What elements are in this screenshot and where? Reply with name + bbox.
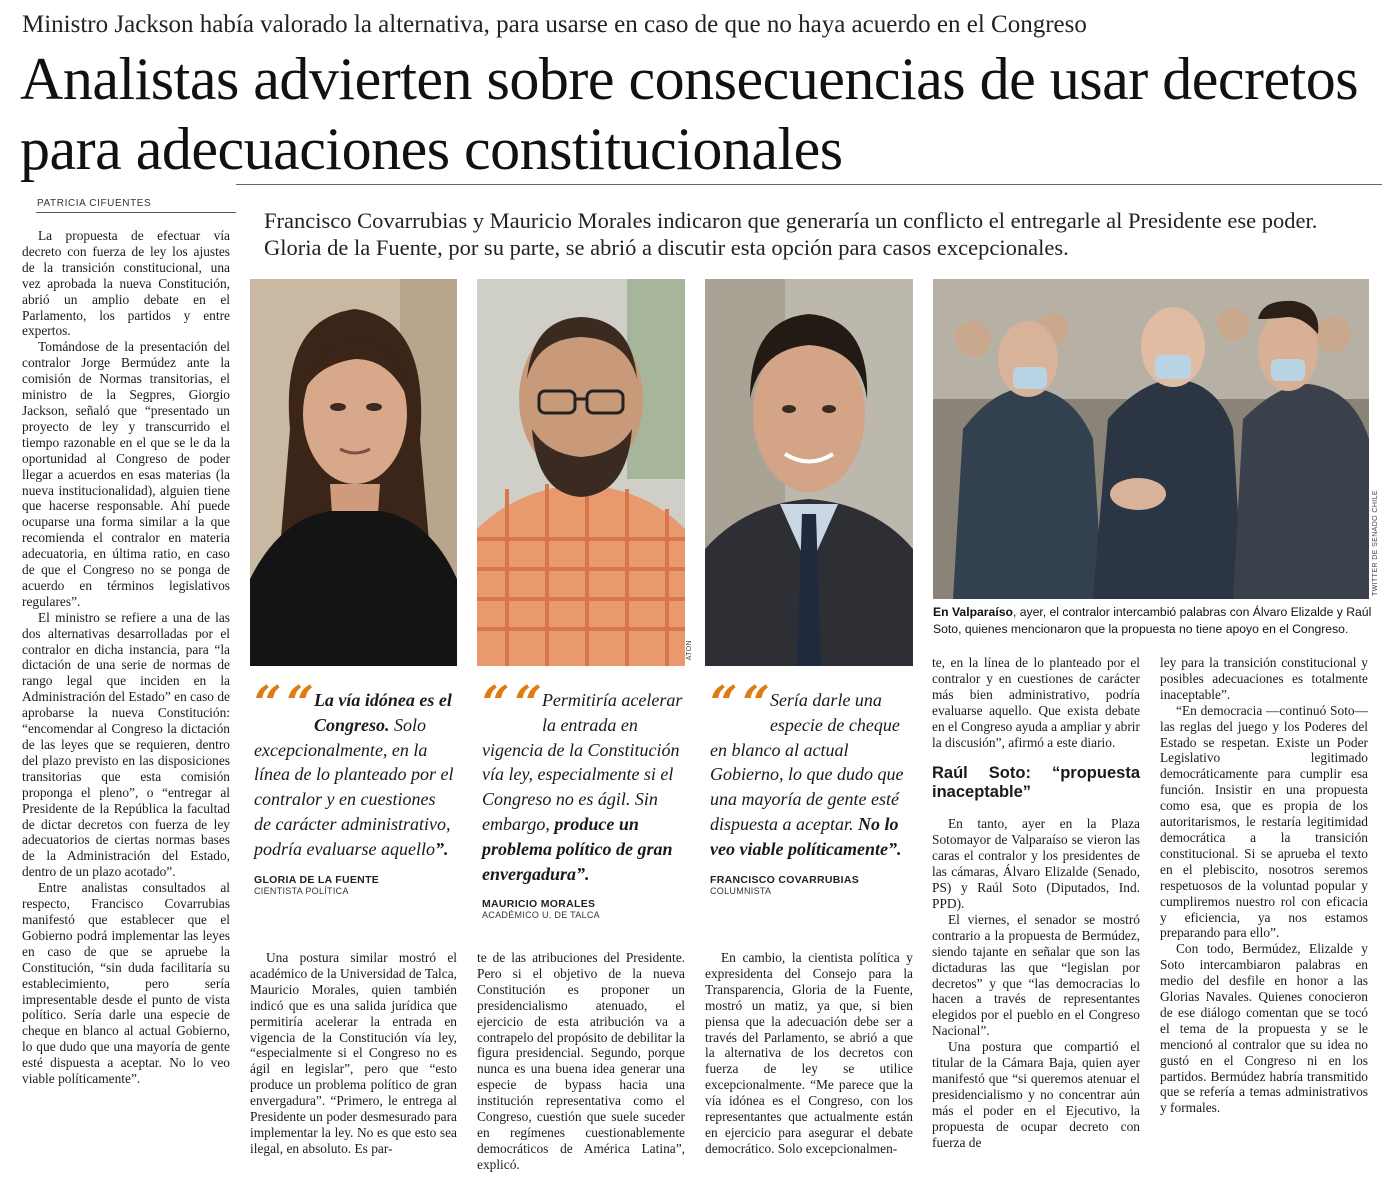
paragraph: ley para la transición constitucional y posibles adecuaciones es totalmente inaceptable”. [1160, 655, 1368, 702]
quote-mark-icon: “ “ [710, 676, 764, 732]
quote-mark-icon: “ “ [254, 676, 308, 732]
paragraph: La propuesta de efectuar vía decreto con fuerza de ley los ajustes de la transición constitucional, una vez aprobada la nueva Constitución, abrió un amplio debate en el Parlamento, los partidos y entre expertos. [22, 228, 230, 339]
quote-bold: produce un problema político de gran envergadura [482, 813, 673, 884]
quote-text [710, 676, 910, 862]
quote-body: Permitiría acelerar la entrada en vigencia de la Constitución vía ley, especialmente si el Congreso no es ágil. Sin embargo, [482, 690, 683, 834]
quote-body: Solo excepcionalmente, en la línea de lo planteado por el contralor y en cuestiones de carácter administrativo, podría evaluarse aquello [254, 714, 454, 859]
portrait-photo-francisco [705, 279, 913, 666]
body-column-1 [22, 228, 230, 1087]
quote-author-name: FRANCISCO COVARRUBIAS [710, 873, 860, 886]
pull-quote-gloria [254, 676, 454, 896]
quote-close: ”. [434, 838, 449, 859]
paragraph: Una postura que compartió el titular de la Cámara Baja, quien ayer manifestó que “si queremos atenuar el presidencialismo y no concentrar aún más el poder en el Ejecutivo, la propuesta de ocupar decreto con fuerza de [932, 1039, 1140, 1150]
divider [36, 212, 236, 213]
photo-caption [933, 604, 1373, 638]
paragraph: “En democracia —continuó Soto— las reglas del juego y los Poderes del Estado se respetan. Existe un Poder Legislativo legitimado democráticamente para cumplir esa función. Insistir en una propuesta como esa, que es propia de los autoritarismos, le restaría legitimidad democrática a la transición constitucional. Si se aprueba el texto en el plebiscito, nosotros seremos respetuosos de la voluntad popular y cumpliremos nuestro rol con eficacia y eficiencia, ya nos estamos preparando para ello”. [1160, 702, 1368, 941]
paragraph: En cambio, la cientista política y expresidenta del Consejo para la Transparencia, Gloria de la Fuente, mostró un matiz, ya que, si bien piensa que la adecuación debe ser a través del Parlamento, se abrió a que la alternativa de los decretos con fuerza de ley se utilice excepcionalmente. “Me parece que la vía idónea es el Congreso, con los representantes que actualmente están en ejercicio para asegurar el debate democrático. Solo excepcionalmen- [705, 950, 913, 1156]
headline: Analistas advierten sobre consecuencias de usar decretos para adecuaciones constitucionales [20, 46, 1359, 182]
body-column-2 [250, 950, 457, 1157]
pull-quote-francisco [710, 676, 910, 896]
byline: PATRICIA CIFUENTES [37, 198, 152, 209]
portrait-photo-mauricio [477, 279, 685, 666]
body-column-3 [477, 950, 685, 1173]
quote-author-role: ACADÉMICO U. DE TALCA [482, 910, 600, 921]
quote-text [482, 676, 684, 886]
quote-text [254, 676, 454, 862]
paragraph: El ministro se refiere a una de las dos alternativas desarrolladas por el contralor en dicha instancia, para “la dictación de una serie de normas de rango legal que inciden en la Administración del Estado” en caso de aprobarse la nueva Constitución: “encomendar al Congreso la dictación de las leyes que se requieren, dentro del plazo previsto en las disposiciones transitorias que esta comisión proponga el pleno”, o “entregar al Presidente de la República la facultad de dictar decretos con fuerza de ley adecuatorios de ciertas normas bases de la Administración del Estado, dentro de un plazo acotado”. [22, 609, 230, 880]
divider [236, 184, 1382, 185]
quote-close: ”. [576, 863, 590, 884]
caption-lead: En Valparaíso [933, 605, 1013, 619]
quote-author-role: CIENTISTA POLÍTICA [254, 885, 349, 896]
paragraph: te, en la línea de lo planteado por el contralor y en cuestiones de carácter más bien administrativo, podría evaluarse aquello. Que exista debate en el Congreso ayuda a ampliar y abrir la discusión”, afirmó a este diario. [932, 655, 1140, 750]
paragraph: El viernes, el senador se mostró contrario a la propuesta de Bermúdez, siendo tajante en señalar que son las dictaduras las que “legislan por decretos” y que “las democracias lo hacen a través de representantes elegidos por el pueblo en el Congreso Nacional”. [932, 911, 1140, 1039]
body-column-5 [932, 655, 1140, 1150]
quote-body: Sería darle una especie de cheque en blanco al actual Gobierno, lo que dudo que una mayoría de gente esté dispuesta a aceptar. [710, 690, 904, 834]
quote-bold: No lo veo viable políticamente [710, 813, 899, 859]
body-column-4 [705, 950, 913, 1157]
quote-mark-icon: “ “ [482, 676, 536, 732]
paragraph: Entre analistas consultados al respecto, Francisco Covarrubias manifestó que establecer que el Gobierno podrá implementar las leyes en caso de que se apruebe la Constitución, “sin duda facilitaría su establecimiento, pero sería impresentable desde el punto de vista político. Sería darle una especie de cheque en blanco al actual Gobierno, lo que dudo que una mayoría de gente esté dispuesta a aceptar. No lo veo viable políticamente”. [22, 880, 230, 1087]
quote-author-role: COLUMNISTA [710, 885, 772, 896]
quote-close: ”. [887, 838, 902, 859]
pull-quote-mauricio [482, 676, 684, 921]
paragraph: Una postura similar mostró el académico de la Universidad de Talca, Mauricio Morales, quien también indicó que es una salida jurídica que permitiría acelerar la entrada en vigencia de la Constitución vía ley, “especialmente si el Congreso no es ágil en legislar”, pero que “esto produce un problema político de gran envergadura”. “Primero, le entrega al Presidente un poder desmesurado para implementar la ley. No es que esto sea ilegal, en absoluto. Es par- [250, 950, 457, 1156]
deck: Francisco Covarrubias y Mauricio Morales indicaron que generaría un conflicto el entregarle al Presidente ese poder. Gloria de la Fuente, por su parte, se abrió a discutir esta opción para casos excepcionales. [264, 208, 1318, 260]
paragraph: Con todo, Bermúdez, Elizalde y Soto intercambiaron palabras en medio del desfile en honor a las Glorias Navales. Quienes conocieron de ese diálogo comentan que se tocó el tema de la propuesta y se le mencionó al contralor que su idea no gustó en el Congreso ni en los partidos. Bermúdez habría transmitido que se refería a temas administrativos y formales. [1160, 941, 1368, 1116]
paragraph: te de las atribuciones del Presidente. Pero si el objetivo de la nueva Constitución es proponer un presidencialismo atenuado, el ejercicio de esta atribución va a contrapelo del propósito de debilitar la figura presidencial. Segundo, porque nunca es una buena idea generar una especie de bypass hacia una institución representativa como el Congreso, cuestión que suele suceder en regímenes cuestionablemente democráticos de América Latina”, explicó. [477, 950, 685, 1172]
photo-credit: ATON [686, 640, 693, 661]
portrait-photo-gloria [250, 279, 457, 666]
event-photo-valparaiso [933, 279, 1369, 599]
paragraph: En tanto, ayer en la Plaza Sotomayor de Valparaíso se vieron las caras el contralor y los presidentes de las cámaras, Álvaro Elizalde (Senado, PS) y Raúl Soto (Diputados, Ind. PPD). [932, 816, 1140, 911]
quote-author-name: MAURICIO MORALES [482, 898, 596, 911]
body-column-6 [1160, 655, 1368, 1116]
subheading: Raúl Soto: “propuesta inaceptable” [932, 764, 1140, 802]
kicker: Ministro Jackson había valorado la alternativa, para usarse en caso de que no haya acuerdo en el Congreso [22, 11, 1087, 38]
photo-credit: TWITTER DE SENADO CHILE [1372, 490, 1379, 597]
quote-author-name: GLORIA DE LA FUENTE [254, 873, 380, 886]
paragraph: Tomándose de la presentación del contralor Jorge Bermúdez ante la comisión de Normas transitorias, el ministro de la Segpres, Giorgio Jackson, señaló que “presentado un proyecto de ley y transcurrido el tiempo razonable en el que se le da la oportunidad al Congreso de poder llegar a acuerdos en esas materias (la nueva institucionalidad), alguien tiene que hacerse responsable. Ahí puede ocuparse una forma similar a la que recomienda el contralor en materia adecuatoria, en última ratio, en caso de que el Congreso no se ponga de acuerdo en términos legislativos regulares”. [22, 339, 230, 609]
quote-bold: La vía idónea es el Congreso. [313, 690, 452, 735]
caption-text: , ayer, el contralor intercambió palabras con Álvaro Elizalde y Raúl Soto, quienes mencionaron que la propuesta no tiene apoyo en el Congreso. [933, 605, 1372, 636]
